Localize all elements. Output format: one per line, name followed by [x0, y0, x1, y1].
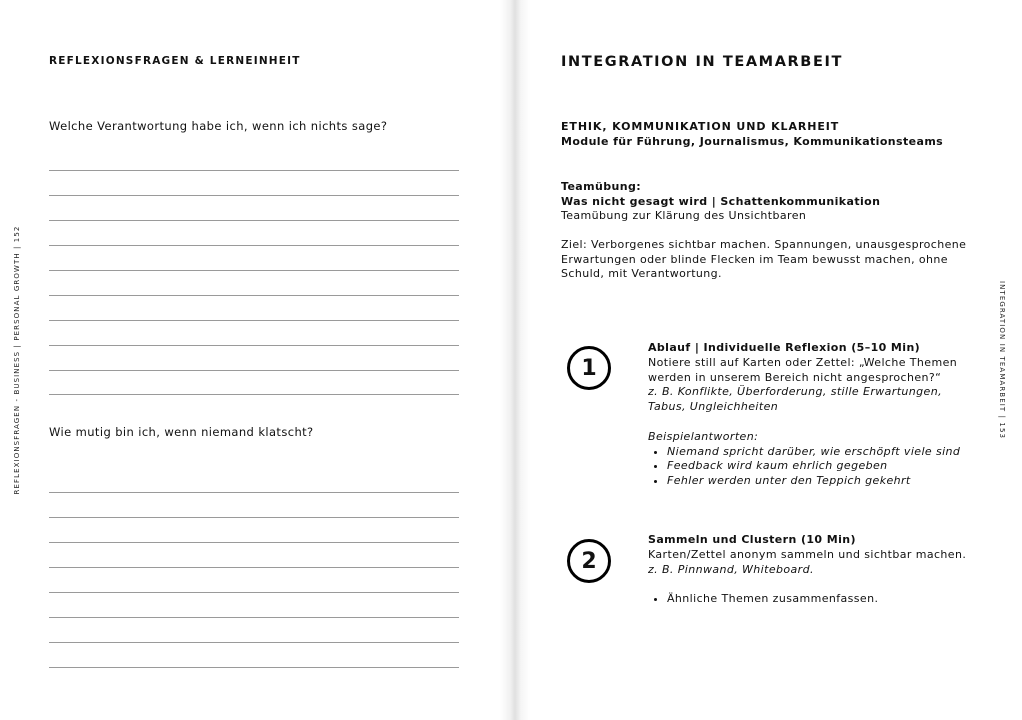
- goal-line: Erwartungen oder blinde Flecken im Team bewusst machen, ohne: [561, 252, 948, 266]
- answer-line[interactable]: [49, 617, 459, 618]
- answer-line[interactable]: [49, 345, 459, 346]
- answer-line[interactable]: [49, 170, 459, 171]
- step-2-list: [648, 592, 978, 607]
- step-1-body: [648, 341, 978, 489]
- left-running-head: [0, 210, 34, 510]
- list-item: • Fehler werden unter den Teppich gekehrt: [667, 474, 978, 489]
- goal-line: Ziel: Verborgenes sichtbar machen. Spannungen, unausgesprochene: [561, 238, 967, 251]
- step-1-answers-label: Beispielantworten:: [648, 429, 759, 443]
- step-2-number: 2: [581, 548, 597, 574]
- question-responsibility: Welche Verantwortung habe ich, wenn ich nichts sage?: [49, 119, 388, 133]
- subtitle-block: [561, 120, 943, 149]
- answer-line[interactable]: [49, 220, 459, 221]
- list-item: • Niemand spricht darüber, wie erschöpft viele sind: [667, 445, 978, 460]
- answer-line[interactable]: [49, 517, 459, 518]
- step-2-example: z. B. Pinnwand, Whiteboard.: [648, 562, 814, 576]
- right-side-label: INTEGRATION IN TEAMARBEIT | 153: [998, 280, 1006, 440]
- answer-line[interactable]: [49, 567, 459, 568]
- answer-line[interactable]: [49, 320, 459, 321]
- step-1-example: Tabus, Ungleichheiten: [648, 400, 779, 414]
- exercise-desc: Teamübung zur Klärung des Unsichtbaren: [561, 209, 807, 222]
- answer-line[interactable]: [49, 195, 459, 196]
- step-1-line: werden in unserem Bereich nicht angesprochen?“: [648, 370, 942, 384]
- step-1-line: Notiere still auf Karten oder Zettel: „Welche Themen: [648, 355, 958, 369]
- exercise-title: Was nicht gesagt wird | Schattenkommunikation: [561, 194, 881, 208]
- left-side-label: REFLEXIONSFRAGEN - BUSINESS | PERSONAL GROWTH | 152: [13, 225, 21, 495]
- subtitle: ETHIK, KOMMUNIKATION UND KLARHEIT: [561, 120, 840, 133]
- answer-line[interactable]: [49, 642, 459, 643]
- answer-line[interactable]: [49, 394, 459, 395]
- answer-line[interactable]: [49, 270, 459, 271]
- step-1-number: 1: [581, 355, 597, 381]
- right-running-head: [990, 270, 1014, 450]
- step-2-number-icon: [567, 539, 611, 583]
- list-item: • Ähnliche Themen zusammenfassen.: [667, 592, 978, 607]
- answer-line[interactable]: [49, 592, 459, 593]
- answer-line[interactable]: [49, 245, 459, 246]
- page-title: INTEGRATION IN TEAMARBEIT: [561, 54, 843, 70]
- answer-line[interactable]: [49, 295, 459, 296]
- list-item: • Feedback wird kaum ehrlich gegeben: [667, 459, 978, 474]
- answer-line[interactable]: [49, 667, 459, 668]
- step-2-title: Sammeln und Clustern (10 Min): [648, 533, 856, 546]
- question-courage: Wie mutig bin ich, wenn niemand klatscht?: [49, 425, 314, 439]
- exercise-block: [561, 180, 880, 224]
- step-2-line: Karten/Zettel anonym sammeln und sichtbar machen.: [648, 547, 967, 561]
- step-2-body: [648, 533, 978, 607]
- exercise-label: Teamübung:: [561, 180, 642, 193]
- step-1-example: z. B. Konflikte, Überforderung, stille Erwartungen,: [648, 385, 942, 399]
- section-title: REFLEXIONSFRAGEN & LERNEINHEIT: [49, 55, 301, 67]
- answer-line[interactable]: [49, 542, 459, 543]
- step-1-answers-list: [648, 445, 978, 489]
- book-gutter-shadow: [500, 0, 530, 720]
- modules-line: Module für Führung, Journalismus, Kommunikationsteams: [561, 134, 944, 148]
- step-1-number-icon: [567, 346, 611, 390]
- left-page: [0, 0, 510, 720]
- goal-block: [561, 238, 966, 282]
- step-1-title: Ablauf | Individuelle Reflexion (5–10 Min): [648, 341, 921, 354]
- answer-line[interactable]: [49, 492, 459, 493]
- answer-line[interactable]: [49, 370, 459, 371]
- goal-line: Schuld, mit Verantwortung.: [561, 267, 722, 280]
